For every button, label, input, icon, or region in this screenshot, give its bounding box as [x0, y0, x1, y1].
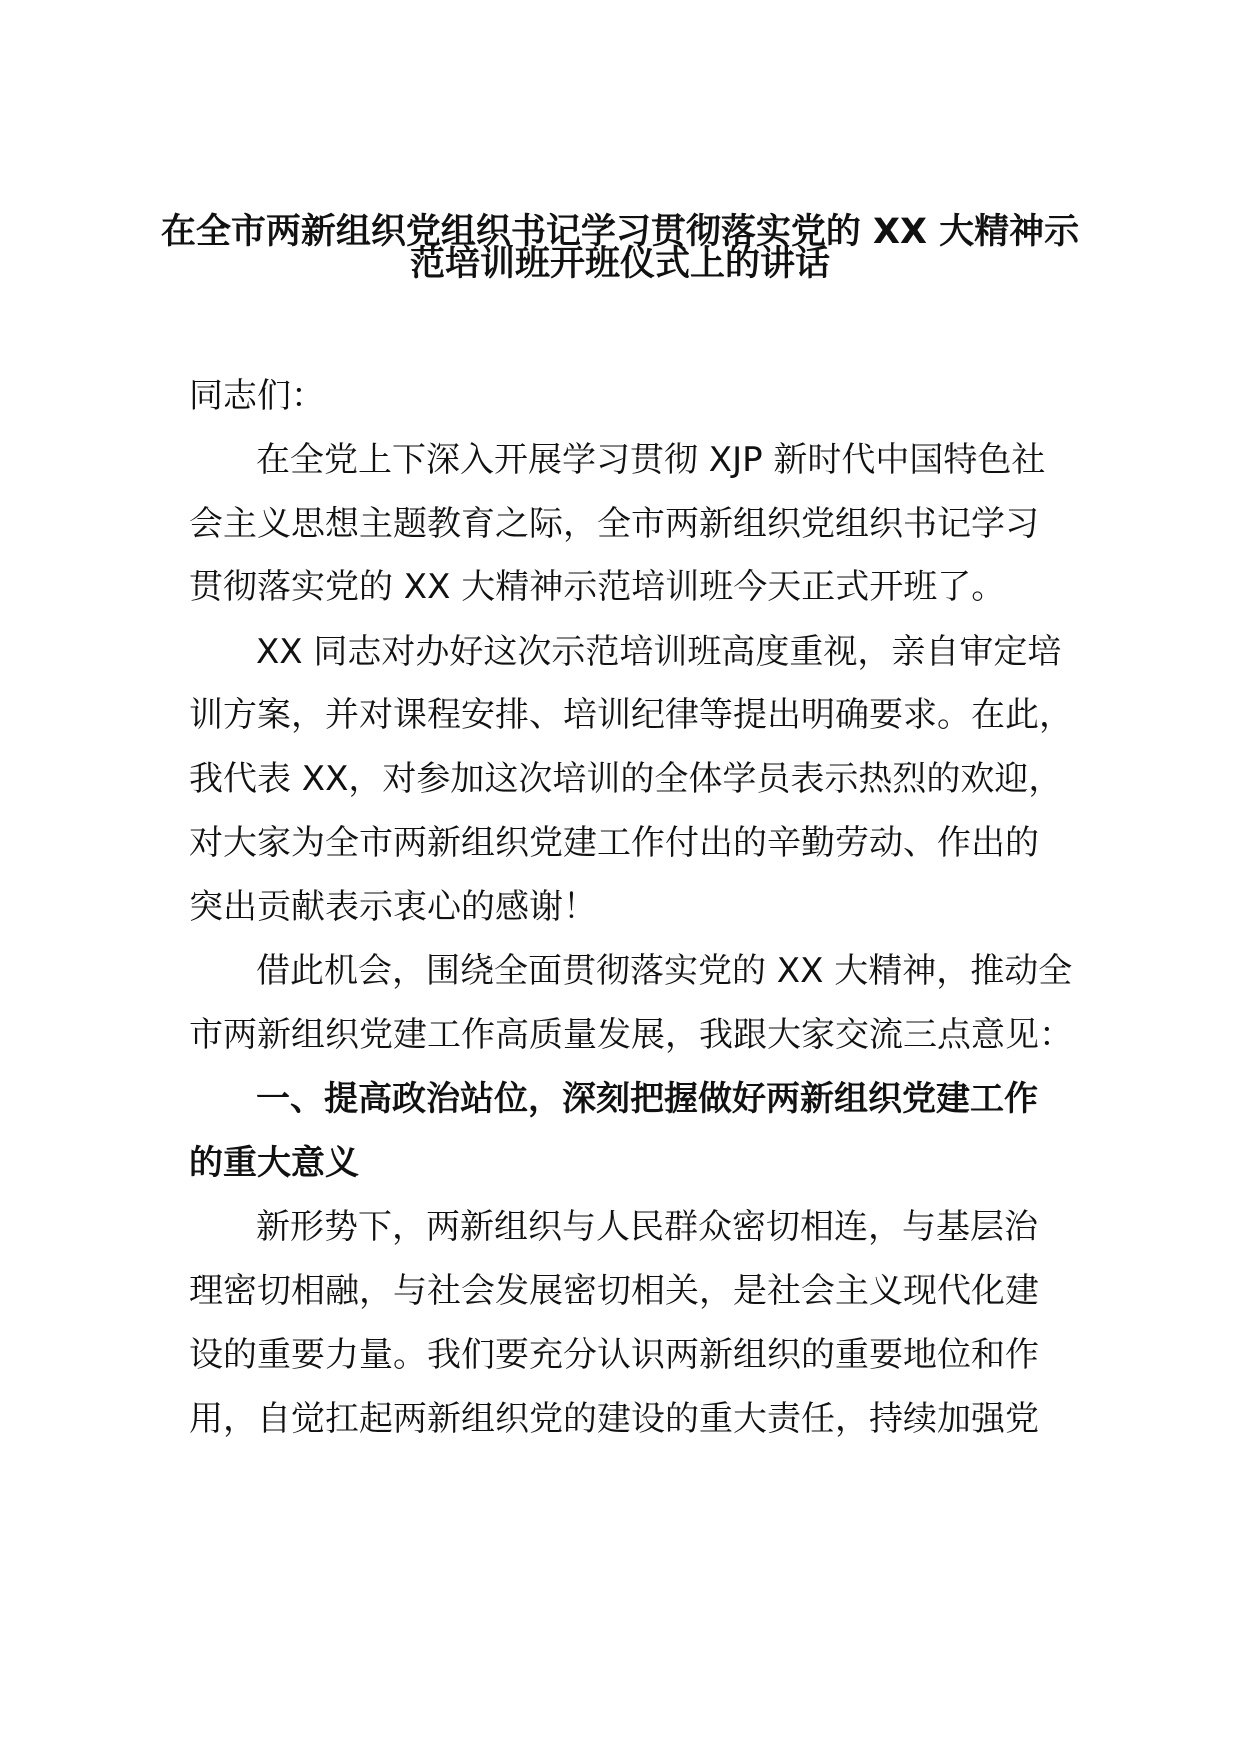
paragraph-line: 新形势下，两新组织与人民群众密切相连，与基层治: [256, 1207, 1038, 1247]
paragraph-line: 市两新组织党建工作高质量发展，我跟大家交流三点意见：: [189, 1015, 1073, 1055]
paragraph-line: XX 同志对办好这次示范培训班高度重视，亲自审定培: [256, 632, 1062, 672]
paragraph-line: 突出贡献表示衷心的感谢！: [189, 887, 597, 927]
paragraph-line: 用，自觉扛起两新组织党的建设的重大责任，持续加强党: [189, 1399, 1039, 1439]
paragraph-line: 理密切相融，与社会发展密切相关，是社会主义现代化建: [189, 1271, 1039, 1311]
paragraph-line: 贯彻落实党的 XX 大精神示范培训班今天正式开班了。: [189, 567, 1006, 607]
section-heading-line: 的重大意义: [189, 1143, 359, 1183]
paragraph-line: 对大家为全市两新组织党建工作付出的辛勤劳动、作出的: [189, 823, 1039, 863]
paragraph-line: 在全党上下深入开展学习贯彻 XJP 新时代中国特色社: [256, 440, 1046, 480]
paragraph-line: 设的重要力量。我们要充分认识两新组织的重要地位和作: [189, 1335, 1039, 1375]
document-title-line-1: 在全市两新组织党组织书记学习贯彻落实党的 XX 大精神示: [160, 212, 1080, 252]
paragraph-line: 会主义思想主题教育之际，全市两新组织党组织书记学习: [189, 504, 1039, 544]
paragraph-line: 借此机会，围绕全面贯彻落实党的 XX 大精神，推动全: [256, 951, 1073, 991]
section-heading-line: 一、提高政治站位，深刻把握做好两新组织党建工作: [256, 1079, 1038, 1119]
salutation: 同志们：: [189, 376, 325, 416]
paragraph-line: 我代表 XX，对参加这次培训的全体学员表示热烈的欢迎，: [189, 759, 1063, 799]
paragraph-line: 训方案，并对课程安排、培训纪律等提出明确要求。在此，: [189, 695, 1073, 735]
document-title-line-2: 范培训班开班仪式上的讲话: [409, 244, 830, 284]
